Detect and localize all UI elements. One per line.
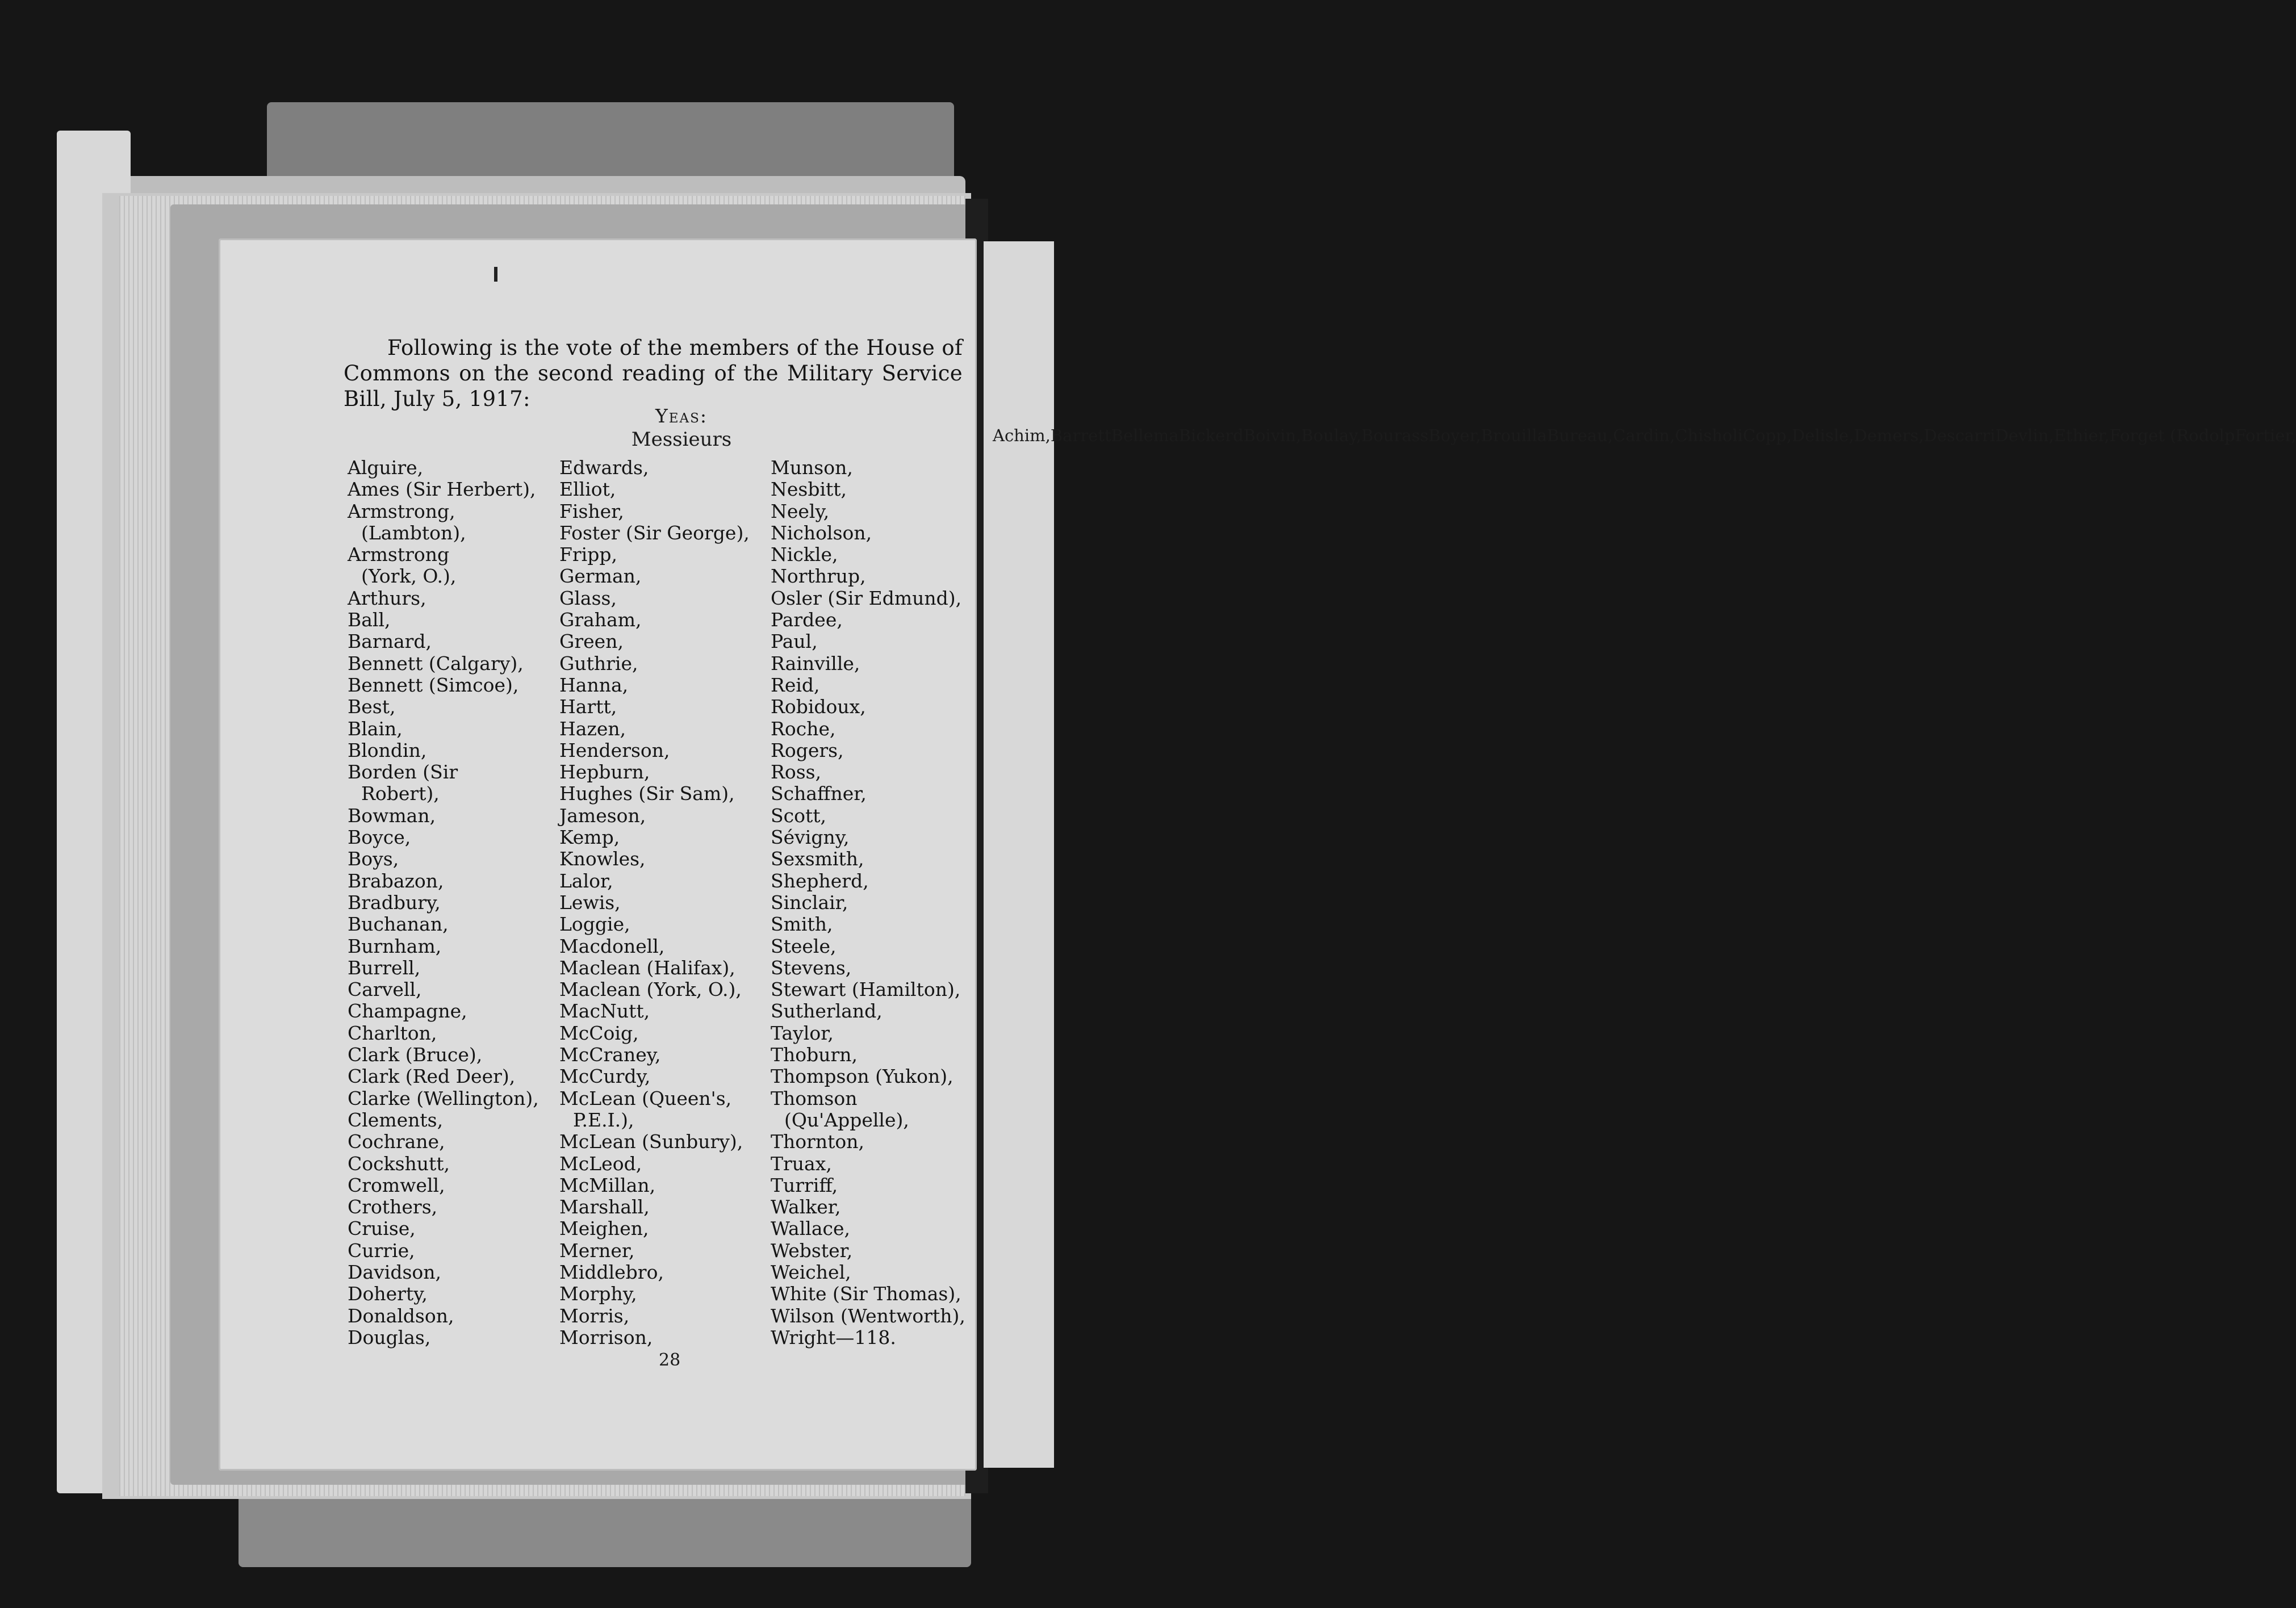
member-name: Bourass xyxy=(1361,426,1429,445)
member-name: McLeod, xyxy=(559,1152,642,1175)
member-name: Clarke (Wellington), xyxy=(348,1087,539,1109)
member-name: Knowles, xyxy=(559,848,646,870)
facing-page-names xyxy=(993,425,2296,446)
member-name: (York, O.), xyxy=(361,565,457,588)
member-name: Lewis, xyxy=(559,891,621,914)
member-name: McCurdy, xyxy=(559,1065,651,1088)
member-name: Sexsmith, xyxy=(771,848,864,870)
member-name: Forget ( xyxy=(2109,426,2177,445)
member-name: Bickerd xyxy=(1178,426,1244,445)
member-name: Elliot, xyxy=(559,478,616,501)
member-name: Boyer, xyxy=(1428,426,1481,445)
member-name: Ames (Sir Herbert), xyxy=(348,478,536,501)
member-name: Brabazon, xyxy=(348,869,444,892)
messieurs-heading: Messieurs xyxy=(631,428,732,451)
intro-paragraph: Following is the vote of the members of the House of Commons on the second reading of the Military Service Bill, July 5, 1917: xyxy=(344,336,963,411)
member-name: Bowman, xyxy=(348,804,436,827)
member-name: Bellema xyxy=(1111,426,1179,445)
member-name: Thoburn, xyxy=(771,1044,858,1066)
member-name: Edwards, xyxy=(559,457,649,479)
member-name: Hanna, xyxy=(559,673,629,696)
member-name: Armstrong xyxy=(348,543,450,566)
member-name: Ball, xyxy=(348,609,391,631)
member-name: Guthrie, xyxy=(559,652,638,675)
member-name: Stewart (Hamilton), xyxy=(771,978,961,1001)
member-name: Boivin, xyxy=(1243,426,1302,445)
member-name: Walker, xyxy=(771,1196,841,1218)
member-name: (Lambton), xyxy=(361,521,466,544)
member-name: (Qu'Appelle), xyxy=(784,1108,909,1131)
member-name: Barrett xyxy=(1050,426,1111,445)
member-name: Meighen, xyxy=(559,1217,649,1240)
member-name: German, xyxy=(559,565,642,588)
member-name: Currie, xyxy=(348,1239,415,1262)
member-name: Boys, xyxy=(348,848,399,870)
member-name: Rodolp xyxy=(2176,426,2235,445)
member-name: MacNutt, xyxy=(559,1000,650,1023)
member-name: Crothers, xyxy=(348,1196,438,1218)
member-name: Shepherd, xyxy=(771,869,869,892)
member-name: Roche, xyxy=(771,717,836,740)
member-name: Hughes (Sir Sam), xyxy=(559,782,735,805)
name-column-3 xyxy=(771,457,965,1349)
member-name: Champagne, xyxy=(348,1000,467,1023)
member-name: Schaffner, xyxy=(771,782,867,805)
member-name: Sutherland, xyxy=(771,1000,883,1023)
member-name: Sinclair, xyxy=(771,891,848,914)
member-name: Pardee, xyxy=(771,609,843,631)
member-name: Fisher, xyxy=(559,500,624,522)
member-name: Cockshutt, xyxy=(348,1152,450,1175)
member-name: Wright—118. xyxy=(771,1326,896,1349)
member-name: Thomson xyxy=(771,1087,858,1109)
page-mark xyxy=(494,267,497,282)
member-name: Foster (Sir George), xyxy=(559,521,750,544)
member-name: Copp, xyxy=(1743,426,1792,445)
member-name: Ethier, xyxy=(2054,426,2110,445)
member-name: White (Sir Thomas), xyxy=(771,1283,961,1305)
member-name: Boyce, xyxy=(348,826,411,849)
member-name: McCraney, xyxy=(559,1044,661,1066)
member-name: Charlton, xyxy=(348,1021,437,1044)
member-name: Hazen, xyxy=(559,717,626,740)
yeas-heading: Yeas: xyxy=(655,405,708,427)
member-name: Borden (Sir xyxy=(348,761,458,784)
member-name: Doherty, xyxy=(348,1283,428,1305)
member-name: Smith, xyxy=(771,913,833,936)
member-name: Rainville, xyxy=(771,652,860,675)
member-name: McLean (Sunbury), xyxy=(559,1130,743,1153)
member-name: Bureau, xyxy=(1547,426,1613,445)
page-number: 28 xyxy=(659,1350,681,1370)
member-name: Blain, xyxy=(348,717,403,740)
member-name: Nickle, xyxy=(771,543,838,566)
member-name: Cromwell, xyxy=(348,1174,445,1196)
member-name: McLean (Queen's, xyxy=(559,1087,732,1109)
name-column-1 xyxy=(348,457,539,1349)
member-name: Bennett (Simcoe), xyxy=(348,673,519,696)
member-name: Marshall, xyxy=(559,1196,650,1218)
member-name: McMillan, xyxy=(559,1174,656,1196)
member-name: Carvell, xyxy=(348,978,422,1001)
member-name: Morphy, xyxy=(559,1283,637,1305)
member-name: Bradbury, xyxy=(348,891,441,914)
member-name: Macdonell, xyxy=(559,935,665,957)
member-name: Middlebro, xyxy=(559,1261,664,1283)
member-name: Morris, xyxy=(559,1304,630,1327)
member-name: Brouilla xyxy=(1481,426,1548,445)
member-name: Reid, xyxy=(771,673,820,696)
member-name: Boulay, xyxy=(1301,426,1362,445)
member-name: Maclean (Halifax), xyxy=(559,956,735,979)
member-name: Armstrong, xyxy=(348,500,455,522)
member-name: Hepburn, xyxy=(559,761,650,784)
member-name: Maclean (York, O.), xyxy=(559,978,742,1001)
member-name: Devlin, xyxy=(1995,426,2054,445)
name-column-2 xyxy=(559,457,750,1349)
member-name: Achim, xyxy=(993,426,1051,445)
member-name: Alguire, xyxy=(348,457,424,479)
member-name: Barnard, xyxy=(348,630,432,653)
member-name: McCoig, xyxy=(559,1021,639,1044)
member-name: Weichel, xyxy=(771,1261,851,1283)
member-name: Graham, xyxy=(559,609,642,631)
member-name: Cruise, xyxy=(348,1217,416,1240)
member-name: Best, xyxy=(348,696,396,718)
member-name: Clark (Red Deer), xyxy=(348,1065,516,1088)
member-name: Burnham, xyxy=(348,935,442,957)
member-name: Hartt, xyxy=(559,696,617,718)
member-name: Fripp, xyxy=(559,543,617,566)
member-name: Loggie, xyxy=(559,913,630,936)
member-name: Clements, xyxy=(348,1108,444,1131)
member-name: Sévigny, xyxy=(771,826,850,849)
member-name: Fortier, xyxy=(2235,426,2296,445)
member-name: Robidoux, xyxy=(771,696,866,718)
member-name: Cardin, xyxy=(1613,426,1675,445)
member-name: Douglas, xyxy=(348,1326,431,1349)
member-name: Webster, xyxy=(771,1239,853,1262)
member-name: Glass, xyxy=(559,587,617,609)
member-name: Munson, xyxy=(771,457,853,479)
member-name: Burrell, xyxy=(348,956,421,979)
member-name: Buchanan, xyxy=(348,913,449,936)
member-name: Jameson, xyxy=(559,804,646,827)
member-name: Taylor, xyxy=(771,1021,834,1044)
member-name: Morrison, xyxy=(559,1326,653,1349)
member-name: Henderson, xyxy=(559,739,670,761)
member-name: Steele, xyxy=(771,935,837,957)
member-name: Blondin, xyxy=(348,739,427,761)
member-name: Northrup, xyxy=(771,565,866,588)
member-name: Lalor, xyxy=(559,869,613,892)
member-name: Turriff, xyxy=(771,1174,838,1196)
member-name: Ross, xyxy=(771,761,822,784)
member-name: Cochrane, xyxy=(348,1130,445,1153)
member-name: Descarri xyxy=(1923,426,1996,445)
member-name: Delisle, xyxy=(1792,426,1854,445)
member-name: Kemp, xyxy=(559,826,620,849)
member-name: Thornton, xyxy=(771,1130,865,1153)
member-name: Davidson, xyxy=(348,1261,441,1283)
member-name: Wallace, xyxy=(771,1217,851,1240)
member-name: Neely, xyxy=(771,500,830,522)
member-name: Merner, xyxy=(559,1239,635,1262)
member-name: Nesbitt, xyxy=(771,478,847,501)
member-name: Robert), xyxy=(361,782,440,805)
member-name: Arthurs, xyxy=(348,587,426,609)
member-name: Paul, xyxy=(771,630,818,653)
member-name: Thompson (Yukon), xyxy=(771,1065,953,1088)
member-name: Chisholi xyxy=(1675,426,1743,445)
member-name: Scott, xyxy=(771,804,826,827)
member-name: Donaldson, xyxy=(348,1304,454,1327)
member-name: Truax, xyxy=(771,1152,832,1175)
member-name: Stevens, xyxy=(771,956,852,979)
member-name: Clark (Bruce), xyxy=(348,1044,483,1066)
member-name: Green, xyxy=(559,630,624,653)
member-name: P.E.I.), xyxy=(573,1108,634,1131)
member-name: Nicholson, xyxy=(771,521,872,544)
member-name: Osler (Sir Edmund), xyxy=(771,587,962,609)
member-name: Bennett (Calgary), xyxy=(348,652,524,675)
member-name: Wilson (Wentworth), xyxy=(771,1304,965,1327)
member-name: Demers, xyxy=(1854,426,1924,445)
member-name: Rogers, xyxy=(771,739,844,761)
